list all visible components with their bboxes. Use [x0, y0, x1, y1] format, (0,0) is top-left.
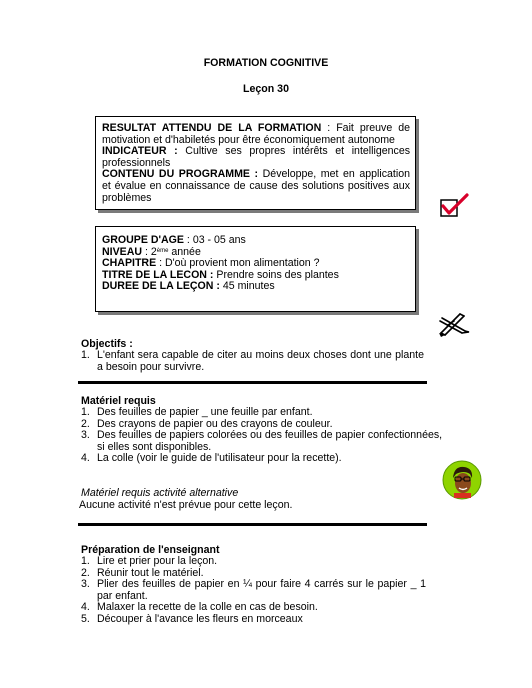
item-text: Malaxer la recette de la colle en cas de besoin. — [97, 601, 318, 614]
section-divider — [78, 381, 427, 384]
item-text: Des feuilles de papier _ une feuille par enfant. — [97, 406, 313, 418]
materiel-alternative-heading: Matériel requis activité alternative — [81, 487, 239, 499]
materiel-alternative-text: Aucune activité n'est prévue pour cette leçon. — [79, 499, 293, 511]
section-divider — [78, 523, 427, 526]
materiel-list — [81, 407, 451, 465]
groupe-value: : 03 - 05 ans — [183, 234, 246, 246]
contenu-text: Développe, met en application et évalue en connaissance de cause des solutions positives aux problèmes — [102, 168, 410, 204]
item-number: 2. — [81, 566, 90, 579]
list-item — [81, 614, 426, 626]
duree-value: 45 minutes — [219, 280, 275, 293]
item-text: L'enfant sera capable de citer au moins deux choses dont une plante a besoin pour survivre. — [97, 349, 424, 373]
materiel-heading: Matériel requis — [81, 395, 156, 407]
item-number: 4. — [81, 601, 90, 614]
indicateur-line — [102, 146, 410, 169]
pencil-tools-icon — [438, 311, 472, 337]
item-number: 1. — [81, 349, 90, 361]
niveau-value-pre: : 2 — [142, 245, 157, 258]
item-number: 3. — [81, 429, 90, 442]
preparation-list — [81, 556, 426, 626]
resultat-label: RESULTAT ATTENDU DE LA FORMATION — [102, 122, 322, 134]
niveau-label: NIVEAU — [102, 245, 143, 258]
chapitre-value: : D'où provient mon alimentation ? — [156, 257, 320, 270]
list-item — [81, 453, 451, 465]
item-number: 1. — [81, 555, 90, 567]
titre-label: TITRE DE LA LECON : — [102, 268, 214, 281]
objectifs-heading: Objectifs : — [81, 338, 133, 350]
niveau-value-post: année — [168, 245, 201, 258]
contenu-line — [102, 169, 410, 204]
checkbox-checkmark-icon — [440, 193, 470, 219]
item-text: Réunir tout le matériel. — [97, 566, 204, 579]
contenu-label: CONTENU DU PROGRAMME : — [102, 168, 259, 181]
lesson-info-box — [95, 226, 416, 312]
groupe-label: GROUPE D'AGE — [102, 234, 184, 246]
item-number: 5. — [81, 612, 90, 625]
item-text: Lire et prier pour la leçon. — [97, 555, 218, 567]
item-number: 2. — [81, 417, 90, 430]
duree-line — [102, 281, 410, 293]
list-item — [81, 579, 426, 602]
program-box — [95, 116, 416, 210]
item-number: 1. — [81, 406, 90, 418]
item-text: Des feuilles de papiers colorées ou des feuilles de papier confectionnées, si elles sont disponibles. — [97, 429, 443, 453]
list-item — [81, 430, 451, 453]
document-title: FORMATION COGNITIVE — [203, 57, 329, 69]
lesson-number: Leçon 30 — [243, 83, 289, 95]
titre-value: Prendre soins des plantes — [213, 268, 339, 281]
preparation-heading: Préparation de l'enseignant — [81, 544, 220, 556]
item-text: La colle (voir le guide de l'utilisateur pour la recette). — [97, 452, 342, 465]
resultat-text: : Fait preuve de motivation et d'habiletés pour être économiquement autonome — [102, 122, 410, 146]
objectifs-list — [81, 350, 424, 373]
item-number: 3. — [81, 578, 90, 591]
indicateur-text: Cultive ses propres intérêts et intelligences professionnels — [102, 145, 411, 169]
teacher-face-icon — [442, 460, 482, 500]
indicateur-label: INDICATEUR : — [102, 145, 178, 158]
item-text: Découper à l'avance les fleurs en morceaux — [97, 612, 303, 625]
niveau-sup: ème — [156, 247, 169, 254]
item-text: Plier des feuilles de papier en ¼ pour faire 4 carrés sur le papier _ 1 par enfant. — [97, 578, 426, 602]
item-number: 4. — [81, 452, 90, 465]
resultat-line — [102, 123, 410, 146]
list-item — [81, 350, 424, 373]
item-text: Des crayons de papier ou des crayons de couleur. — [97, 417, 333, 430]
duree-label: DUREE DE LA LEÇON : — [102, 280, 220, 293]
chapitre-label: CHAPITRE — [102, 257, 157, 270]
